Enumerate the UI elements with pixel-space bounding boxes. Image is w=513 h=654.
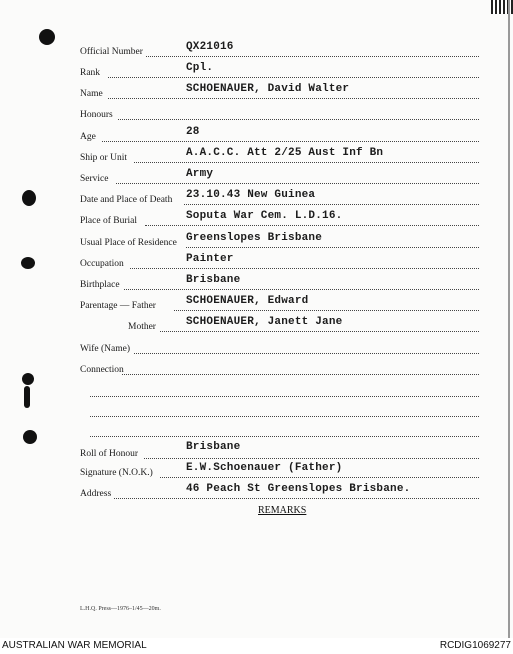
footer-bar (0, 638, 513, 654)
field-value-age: 28 (186, 126, 200, 138)
field-label: Honours (80, 110, 113, 120)
field-value-name: SCHOENAUER, David Walter (186, 83, 350, 95)
field-line (160, 477, 479, 478)
field-label: Occupation (80, 259, 124, 269)
field-line (114, 498, 479, 499)
punch-hole (22, 190, 36, 206)
page-edge (508, 0, 510, 638)
remarks-heading: REMARKS (258, 505, 307, 516)
field-line (145, 225, 479, 226)
field-label: Signature (N.O.K.) (80, 468, 153, 478)
field-label: Wife (Name) (80, 344, 130, 354)
field-line (184, 204, 479, 205)
field-line (144, 458, 479, 459)
field-line (116, 183, 479, 184)
punch-hole (23, 430, 37, 444)
footer-source: AUSTRALIAN WAR MEMORIAL (2, 640, 147, 651)
field-label: Usual Place of Residence (80, 238, 177, 248)
field-line (108, 98, 479, 99)
field-line (174, 310, 479, 311)
field-label: Date and Place of Death (80, 195, 173, 205)
field-value-official-number: QX21016 (186, 41, 234, 53)
field-value-service: Army (186, 168, 214, 180)
field-label: Roll of Honour (80, 449, 139, 459)
field-label: Place of Burial (80, 216, 137, 226)
field-line (130, 268, 479, 269)
field-line (124, 289, 479, 290)
field-line (118, 119, 479, 120)
field-label: Official Number (80, 47, 143, 57)
field-line (122, 374, 479, 375)
field-label: Connection (80, 365, 124, 375)
field-label: Parentage — Father (80, 301, 156, 311)
field-line (90, 396, 479, 397)
field-value-burial: Soputa War Cem. L.D.16. (186, 210, 343, 222)
field-line (186, 247, 479, 248)
footer-record-id: RCDIG1069277 (439, 640, 511, 651)
field-label: Mother (128, 322, 156, 332)
field-label: Address (80, 489, 112, 499)
field-label: Ship or Unit (80, 153, 127, 163)
punch-hole (24, 386, 30, 408)
field-value-rank: Cpl. (186, 62, 214, 74)
field-line (146, 56, 479, 57)
field-value-signature: E.W.Schoenauer (Father) (186, 462, 343, 474)
field-label: Birthplace (80, 280, 120, 290)
field-value-birthplace: Brisbane (186, 274, 241, 286)
field-line (90, 436, 479, 437)
field-label: Name (80, 89, 103, 99)
field-value-address: 46 Peach St Greenslopes Brisbane. (186, 483, 411, 495)
field-line (134, 162, 479, 163)
field-value-roll-of-honour: Brisbane (186, 441, 241, 453)
field-line (134, 353, 479, 354)
field-value-occupation: Painter (186, 253, 234, 265)
field-value-residence: Greenslopes Brisbane (186, 232, 323, 244)
punch-hole (22, 373, 34, 385)
field-value-unit: A.A.C.C. Att 2/25 Aust Inf Bn (186, 147, 384, 159)
field-line (108, 77, 479, 78)
field-label: Service (80, 174, 109, 184)
field-value-death: 23.10.43 New Guinea (186, 189, 316, 201)
field-value-father: SCHOENAUER, Edward (186, 295, 309, 307)
field-line (102, 141, 479, 142)
field-line (90, 416, 479, 417)
field-label: Rank (80, 68, 101, 78)
punch-hole (39, 29, 55, 45)
punch-hole (21, 257, 35, 269)
field-label: Age (80, 132, 96, 142)
printer-note: L.H.Q. Press—1976–1/45—20m. (80, 606, 161, 612)
field-line (160, 331, 479, 332)
field-value-mother: SCHOENAUER, Janett Jane (186, 316, 343, 328)
